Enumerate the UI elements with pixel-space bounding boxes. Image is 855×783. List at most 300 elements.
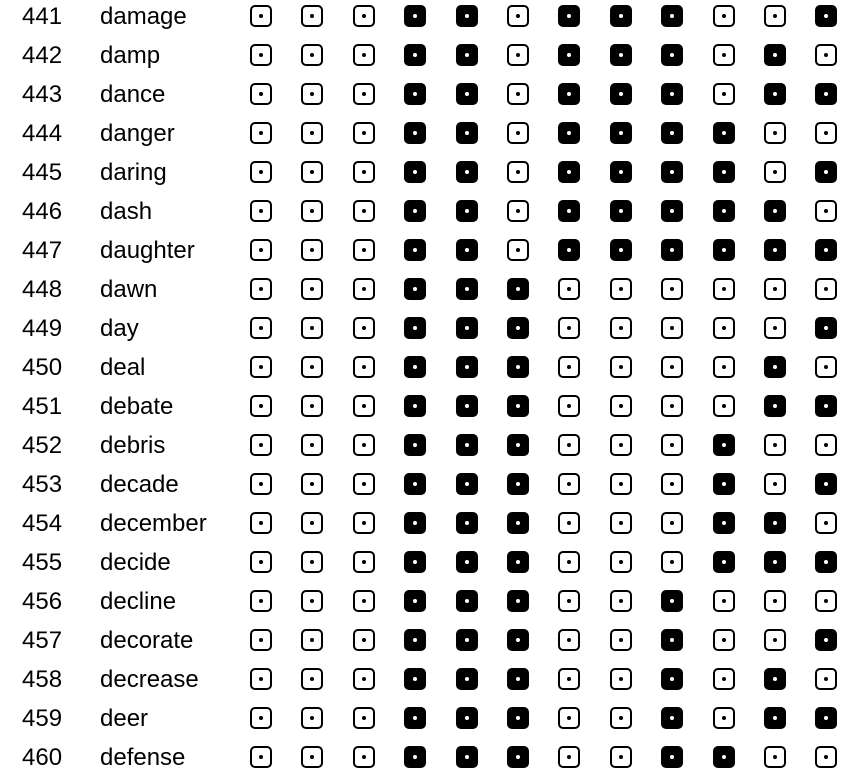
bit-empty-icon xyxy=(558,629,580,651)
bit-filled-icon xyxy=(456,161,478,183)
bit-filled-icon xyxy=(404,356,426,378)
bit-filled-icon xyxy=(815,395,837,417)
bit-filled-icon xyxy=(713,161,735,183)
bit-filled-icon xyxy=(713,122,735,144)
bit-filled-icon xyxy=(764,239,786,261)
bit-empty-icon xyxy=(713,278,735,300)
bit-filled-icon xyxy=(815,473,837,495)
bit-filled-icon xyxy=(661,629,683,651)
bit-filled-icon xyxy=(558,161,580,183)
bit-empty-icon xyxy=(815,434,837,456)
bit-filled-icon xyxy=(456,629,478,651)
table-row xyxy=(0,624,855,663)
row-word: decade xyxy=(100,471,179,498)
bit-empty-icon xyxy=(353,629,375,651)
bit-filled-icon xyxy=(456,44,478,66)
bit-empty-icon xyxy=(661,512,683,534)
bit-filled-icon xyxy=(404,434,426,456)
bit-empty-icon xyxy=(610,629,632,651)
bit-filled-icon xyxy=(507,746,529,768)
bit-filled-icon xyxy=(764,707,786,729)
table-row xyxy=(0,351,855,390)
bit-filled-icon xyxy=(404,707,426,729)
bit-empty-icon xyxy=(610,317,632,339)
bit-empty-icon xyxy=(353,356,375,378)
table-row xyxy=(0,0,855,39)
bit-filled-icon xyxy=(713,746,735,768)
bit-empty-icon xyxy=(610,434,632,456)
row-number: 455 xyxy=(22,549,63,576)
row-word: defense xyxy=(100,744,186,771)
bit-empty-icon xyxy=(353,434,375,456)
row-word: decide xyxy=(100,549,171,576)
bit-filled-icon xyxy=(507,629,529,651)
bit-filled-icon xyxy=(456,434,478,456)
row-number: 452 xyxy=(22,432,63,459)
bit-empty-icon xyxy=(713,590,735,612)
bit-filled-icon xyxy=(558,122,580,144)
bit-empty-icon xyxy=(713,83,735,105)
bit-empty-icon xyxy=(301,473,323,495)
row-word: decrease xyxy=(100,666,199,693)
bit-filled-icon xyxy=(661,122,683,144)
bit-filled-icon xyxy=(456,356,478,378)
bit-filled-icon xyxy=(404,512,426,534)
bit-empty-icon xyxy=(815,512,837,534)
bit-filled-icon xyxy=(764,551,786,573)
bit-filled-icon xyxy=(404,5,426,27)
bit-empty-icon xyxy=(250,356,272,378)
bit-filled-icon xyxy=(661,239,683,261)
bit-filled-icon xyxy=(713,239,735,261)
bit-filled-icon xyxy=(713,473,735,495)
bit-empty-icon xyxy=(713,707,735,729)
bit-filled-icon xyxy=(661,746,683,768)
bit-empty-icon xyxy=(353,317,375,339)
bit-empty-icon xyxy=(250,161,272,183)
bit-filled-icon xyxy=(661,83,683,105)
bit-empty-icon xyxy=(661,278,683,300)
row-number: 441 xyxy=(22,3,63,30)
bit-filled-icon xyxy=(456,83,478,105)
table-row xyxy=(0,234,855,273)
bit-empty-icon xyxy=(507,122,529,144)
bit-filled-icon xyxy=(610,239,632,261)
bit-empty-icon xyxy=(713,395,735,417)
bit-empty-icon xyxy=(301,5,323,27)
row-number: 444 xyxy=(22,120,63,147)
bit-empty-icon xyxy=(250,473,272,495)
bit-filled-icon xyxy=(404,746,426,768)
bit-empty-icon xyxy=(301,122,323,144)
bit-filled-icon xyxy=(456,512,478,534)
bit-filled-icon xyxy=(661,161,683,183)
row-word: danger xyxy=(100,120,175,147)
row-number: 460 xyxy=(22,744,63,771)
bit-filled-icon xyxy=(507,434,529,456)
bit-empty-icon xyxy=(250,746,272,768)
bit-filled-icon xyxy=(764,83,786,105)
row-word: debris xyxy=(100,432,166,459)
bit-empty-icon xyxy=(815,356,837,378)
bit-filled-icon xyxy=(610,44,632,66)
bit-empty-icon xyxy=(353,395,375,417)
bit-filled-icon xyxy=(404,239,426,261)
bit-filled-icon xyxy=(456,707,478,729)
bit-filled-icon xyxy=(815,317,837,339)
bit-filled-icon xyxy=(507,512,529,534)
bit-filled-icon xyxy=(661,44,683,66)
bit-filled-icon xyxy=(610,83,632,105)
bit-empty-icon xyxy=(353,83,375,105)
table-row xyxy=(0,195,855,234)
row-word: december xyxy=(100,510,207,537)
bit-filled-icon xyxy=(610,122,632,144)
bit-filled-icon xyxy=(610,161,632,183)
bit-filled-icon xyxy=(456,668,478,690)
row-number: 443 xyxy=(22,81,63,108)
table-row xyxy=(0,507,855,546)
bit-filled-icon xyxy=(456,746,478,768)
bit-filled-icon xyxy=(456,5,478,27)
bit-empty-icon xyxy=(250,629,272,651)
bit-filled-icon xyxy=(404,83,426,105)
bit-empty-icon xyxy=(353,590,375,612)
bit-empty-icon xyxy=(713,668,735,690)
bit-filled-icon xyxy=(661,590,683,612)
bit-empty-icon xyxy=(815,44,837,66)
bit-filled-icon xyxy=(713,434,735,456)
row-number: 450 xyxy=(22,354,63,381)
bit-filled-icon xyxy=(610,200,632,222)
bit-empty-icon xyxy=(353,5,375,27)
table-row xyxy=(0,663,855,702)
bit-filled-icon xyxy=(404,629,426,651)
bit-empty-icon xyxy=(558,278,580,300)
table-row xyxy=(0,585,855,624)
row-number: 442 xyxy=(22,42,63,69)
bit-filled-icon xyxy=(507,551,529,573)
row-number: 448 xyxy=(22,276,63,303)
bit-empty-icon xyxy=(610,356,632,378)
bit-filled-icon xyxy=(404,668,426,690)
bit-empty-icon xyxy=(353,239,375,261)
bit-filled-icon xyxy=(558,44,580,66)
bit-empty-icon xyxy=(661,473,683,495)
bit-empty-icon xyxy=(558,512,580,534)
bit-empty-icon xyxy=(301,590,323,612)
bit-empty-icon xyxy=(353,122,375,144)
bit-empty-icon xyxy=(250,44,272,66)
bit-empty-icon xyxy=(815,746,837,768)
bit-filled-icon xyxy=(456,239,478,261)
bit-filled-icon xyxy=(558,200,580,222)
bit-filled-icon xyxy=(713,512,735,534)
bit-empty-icon xyxy=(250,512,272,534)
bit-empty-icon xyxy=(507,200,529,222)
bit-filled-icon xyxy=(404,395,426,417)
bit-filled-icon xyxy=(815,161,837,183)
bit-empty-icon xyxy=(661,356,683,378)
bit-empty-icon xyxy=(558,668,580,690)
bit-empty-icon xyxy=(301,239,323,261)
bit-empty-icon xyxy=(764,473,786,495)
bit-filled-icon xyxy=(404,473,426,495)
bit-filled-icon xyxy=(507,317,529,339)
row-word: dash xyxy=(100,198,153,225)
bit-empty-icon xyxy=(815,200,837,222)
row-number: 459 xyxy=(22,705,63,732)
bit-empty-icon xyxy=(507,44,529,66)
row-number: 445 xyxy=(22,159,63,186)
bit-filled-icon xyxy=(815,707,837,729)
bit-empty-icon xyxy=(661,434,683,456)
bit-filled-icon xyxy=(456,317,478,339)
bit-empty-icon xyxy=(353,746,375,768)
bit-empty-icon xyxy=(558,551,580,573)
bit-empty-icon xyxy=(301,161,323,183)
bit-empty-icon xyxy=(301,512,323,534)
bit-empty-icon xyxy=(301,707,323,729)
bit-empty-icon xyxy=(301,434,323,456)
bit-empty-icon xyxy=(558,746,580,768)
bit-filled-icon xyxy=(815,629,837,651)
bit-empty-icon xyxy=(764,590,786,612)
bit-filled-icon xyxy=(404,122,426,144)
row-word: daring xyxy=(100,159,167,186)
bit-empty-icon xyxy=(507,239,529,261)
bit-filled-icon xyxy=(661,5,683,27)
bit-empty-icon xyxy=(250,707,272,729)
bit-empty-icon xyxy=(610,395,632,417)
table-row xyxy=(0,156,855,195)
bit-filled-icon xyxy=(558,83,580,105)
bit-empty-icon xyxy=(301,83,323,105)
table-row xyxy=(0,741,855,780)
bit-empty-icon xyxy=(558,395,580,417)
bit-empty-icon xyxy=(507,83,529,105)
bit-empty-icon xyxy=(250,590,272,612)
row-number: 456 xyxy=(22,588,63,615)
bit-empty-icon xyxy=(764,5,786,27)
row-word: dawn xyxy=(100,276,158,303)
bit-filled-icon xyxy=(456,200,478,222)
bit-empty-icon xyxy=(713,356,735,378)
row-word: dance xyxy=(100,81,166,108)
bit-filled-icon xyxy=(507,395,529,417)
bit-empty-icon xyxy=(250,278,272,300)
bit-empty-icon xyxy=(610,512,632,534)
bit-empty-icon xyxy=(301,44,323,66)
bit-empty-icon xyxy=(301,668,323,690)
bit-empty-icon xyxy=(301,278,323,300)
bit-filled-icon xyxy=(713,200,735,222)
bit-empty-icon xyxy=(764,161,786,183)
table-row xyxy=(0,39,855,78)
bit-filled-icon xyxy=(815,5,837,27)
row-word: damage xyxy=(100,3,187,30)
bit-filled-icon xyxy=(456,395,478,417)
row-number: 447 xyxy=(22,237,63,264)
bit-empty-icon xyxy=(250,317,272,339)
row-word: day xyxy=(100,315,139,342)
bit-filled-icon xyxy=(404,200,426,222)
bit-filled-icon xyxy=(456,551,478,573)
bit-filled-icon xyxy=(456,590,478,612)
bit-empty-icon xyxy=(610,707,632,729)
bit-filled-icon xyxy=(815,551,837,573)
bit-empty-icon xyxy=(764,122,786,144)
bit-empty-icon xyxy=(250,434,272,456)
bit-empty-icon xyxy=(301,200,323,222)
bit-empty-icon xyxy=(558,707,580,729)
table-row xyxy=(0,273,855,312)
bit-filled-icon xyxy=(456,278,478,300)
row-word: deal xyxy=(100,354,146,381)
bit-filled-icon xyxy=(558,239,580,261)
bit-empty-icon xyxy=(353,44,375,66)
table-row xyxy=(0,546,855,585)
bit-filled-icon xyxy=(404,161,426,183)
bit-empty-icon xyxy=(815,122,837,144)
row-word: daughter xyxy=(100,237,195,264)
bit-empty-icon xyxy=(353,161,375,183)
bit-empty-icon xyxy=(353,278,375,300)
bit-filled-icon xyxy=(764,200,786,222)
bit-empty-icon xyxy=(250,668,272,690)
bit-filled-icon xyxy=(558,5,580,27)
bit-empty-icon xyxy=(764,278,786,300)
row-number: 454 xyxy=(22,510,63,537)
bit-filled-icon xyxy=(764,512,786,534)
bit-empty-icon xyxy=(250,551,272,573)
row-number: 451 xyxy=(22,393,63,420)
bit-empty-icon xyxy=(713,317,735,339)
bit-empty-icon xyxy=(353,200,375,222)
bit-empty-icon xyxy=(764,746,786,768)
bit-filled-icon xyxy=(404,317,426,339)
bit-empty-icon xyxy=(301,395,323,417)
bit-empty-icon xyxy=(713,44,735,66)
bit-empty-icon xyxy=(301,746,323,768)
bit-empty-icon xyxy=(558,473,580,495)
bit-empty-icon xyxy=(815,278,837,300)
bit-filled-icon xyxy=(661,200,683,222)
bit-empty-icon xyxy=(661,551,683,573)
table-row xyxy=(0,468,855,507)
row-word: decorate xyxy=(100,627,194,654)
bit-filled-icon xyxy=(404,44,426,66)
bit-empty-icon xyxy=(250,122,272,144)
bit-empty-icon xyxy=(353,473,375,495)
bit-empty-icon xyxy=(764,629,786,651)
table-row xyxy=(0,702,855,741)
bit-empty-icon xyxy=(558,434,580,456)
bit-filled-icon xyxy=(764,356,786,378)
bit-empty-icon xyxy=(815,590,837,612)
row-word: decline xyxy=(100,588,177,615)
table-row xyxy=(0,429,855,468)
bit-filled-icon xyxy=(404,278,426,300)
bit-empty-icon xyxy=(558,317,580,339)
bit-filled-icon xyxy=(404,551,426,573)
bit-filled-icon xyxy=(764,395,786,417)
bit-empty-icon xyxy=(610,551,632,573)
row-word: debate xyxy=(100,393,174,420)
bit-empty-icon xyxy=(764,317,786,339)
bit-empty-icon xyxy=(764,434,786,456)
bit-empty-icon xyxy=(250,200,272,222)
bit-empty-icon xyxy=(250,5,272,27)
bit-filled-icon xyxy=(507,668,529,690)
table-row xyxy=(0,117,855,156)
bit-empty-icon xyxy=(250,239,272,261)
bit-empty-icon xyxy=(713,629,735,651)
bit-filled-icon xyxy=(456,473,478,495)
bit-empty-icon xyxy=(353,551,375,573)
bit-filled-icon xyxy=(507,707,529,729)
bit-filled-icon xyxy=(507,590,529,612)
bit-empty-icon xyxy=(301,551,323,573)
bit-empty-icon xyxy=(610,278,632,300)
bit-empty-icon xyxy=(250,395,272,417)
bit-filled-icon xyxy=(764,668,786,690)
row-number: 449 xyxy=(22,315,63,342)
bit-empty-icon xyxy=(301,317,323,339)
bit-empty-icon xyxy=(661,395,683,417)
row-number: 458 xyxy=(22,666,63,693)
bit-empty-icon xyxy=(353,512,375,534)
bit-empty-icon xyxy=(713,5,735,27)
bit-filled-icon xyxy=(713,551,735,573)
bit-empty-icon xyxy=(301,629,323,651)
bit-empty-icon xyxy=(558,590,580,612)
row-word: deer xyxy=(100,705,149,732)
bit-empty-icon xyxy=(610,473,632,495)
bit-filled-icon xyxy=(456,122,478,144)
table-row xyxy=(0,312,855,351)
bit-filled-icon xyxy=(815,83,837,105)
row-number: 453 xyxy=(22,471,63,498)
bit-filled-icon xyxy=(610,5,632,27)
bit-empty-icon xyxy=(507,5,529,27)
bit-empty-icon xyxy=(301,356,323,378)
bit-filled-icon xyxy=(507,473,529,495)
row-number: 457 xyxy=(22,627,63,654)
bit-filled-icon xyxy=(764,44,786,66)
bit-empty-icon xyxy=(610,590,632,612)
bit-filled-icon xyxy=(661,707,683,729)
bit-filled-icon xyxy=(507,278,529,300)
bit-filled-icon xyxy=(661,668,683,690)
table-row xyxy=(0,78,855,117)
bit-empty-icon xyxy=(558,356,580,378)
bit-empty-icon xyxy=(610,746,632,768)
bit-empty-icon xyxy=(661,317,683,339)
bit-empty-icon xyxy=(610,668,632,690)
table-row xyxy=(0,390,855,429)
bit-empty-icon xyxy=(507,161,529,183)
row-number: 446 xyxy=(22,198,63,225)
bit-filled-icon xyxy=(404,590,426,612)
row-word: damp xyxy=(100,42,161,69)
bit-empty-icon xyxy=(815,668,837,690)
bit-empty-icon xyxy=(353,668,375,690)
bit-filled-icon xyxy=(815,239,837,261)
bit-empty-icon xyxy=(353,707,375,729)
bit-empty-icon xyxy=(250,83,272,105)
bit-filled-icon xyxy=(507,356,529,378)
